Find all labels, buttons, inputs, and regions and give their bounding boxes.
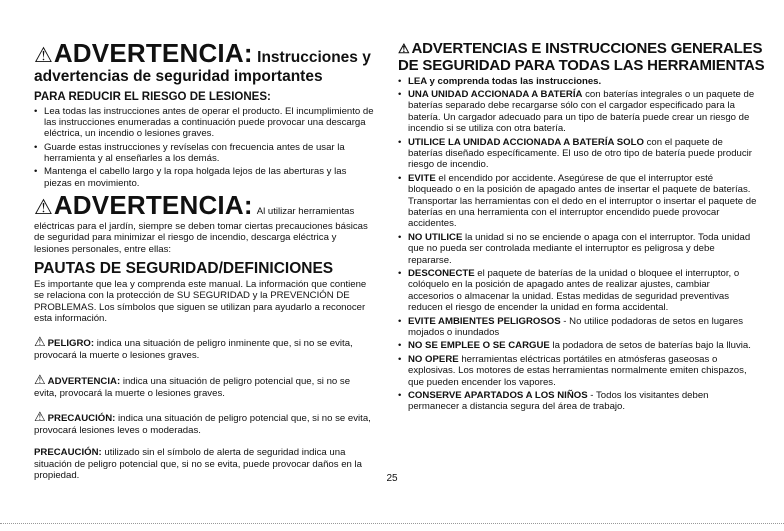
list-item bbox=[398, 89, 758, 135]
warning-title-small: Instrucciones y bbox=[257, 49, 371, 66]
list-item bbox=[398, 76, 758, 87]
list-item bbox=[398, 173, 758, 230]
rule-bold: NO SE EMPLEE O SE CARGUE bbox=[408, 340, 550, 352]
list-item bbox=[398, 232, 758, 266]
warning-title-big: ADVERTENCIA: bbox=[53, 38, 253, 68]
rule-text: herramientas eléctricas portátiles en atmósferas gaseosas o explosivas. Los motores de estas herramientas normalmente emiten chispazos, que pueden encender los vapores. bbox=[408, 353, 747, 388]
warning2-heading bbox=[34, 191, 374, 221]
rule-text: - Todos los visitantes deben permanecer a distancia segura del área de trabajo. bbox=[408, 390, 709, 413]
rule-bold: NO OPERE bbox=[408, 353, 459, 365]
rule-text: el paquete de baterías de la unidad o bloquee el interruptor, o colóquelo en la posición de apagado antes de realizar ajustes, cambiar accesorios o almacenar la unidad. Estas medidas de seguridad preventivas reducen el riesgo de encender la unidad en forma accidental. bbox=[408, 268, 740, 314]
rule-bold: UTILICE LA UNIDAD ACCIONADA A BATERÍA SOLO bbox=[408, 136, 644, 148]
warning2-body: eléctricas para el jardín, siempre se deben tomar ciertas precauciones básicas de seguridad para minimizar el riesgo de incendio, descarga eléctrica y lesiones personales, entre ellas: bbox=[34, 220, 368, 255]
def-term: ADVERTENCIA: bbox=[47, 375, 121, 387]
list-item bbox=[398, 137, 758, 171]
warning-title bbox=[34, 40, 374, 66]
risk-section-title: PARA REDUCIR EL RIESGO DE LESIONES: bbox=[34, 91, 271, 104]
def-term: PELIGRO: bbox=[47, 338, 95, 350]
pautas-title: PAUTAS DE SEGURIDAD/DEFINICIONES bbox=[34, 259, 334, 277]
general-title-line1 bbox=[398, 40, 763, 57]
warning2-lead: Al utilizar herramientas bbox=[256, 206, 355, 218]
warning-triangle-icon: ⚠ bbox=[34, 44, 53, 67]
rule-bold: UNA UNIDAD ACCIONADA A BATERÍA bbox=[408, 88, 583, 100]
general-title-text: ADVERTENCIAS E INSTRUCCIONES GENERALES bbox=[411, 40, 763, 57]
warning2-big: ADVERTENCIA: bbox=[53, 190, 253, 221]
def-advertencia bbox=[34, 372, 374, 400]
warning-subtitle: advertencias de seguridad importantes bbox=[34, 68, 323, 85]
rule-text: la unidad si no se enciende o apaga con el interruptor. Toda unidad que no pueda ser controlada mediante el interruptor es peligrosa y debe repararse. bbox=[408, 231, 751, 266]
rule-text: el encendido por accidente. Asegúrese de que el interruptor esté bloqueado o en la posición de apagado antes de insertar el paquete de baterías. Transportar las herramientas con el dedo en el interruptor o insertar el paquete de baterías en una herramienta con el interruptor encendido puede provocar accidentes. bbox=[408, 172, 757, 230]
general-rules-list bbox=[398, 76, 758, 413]
rule-bold: CONSERVE APARTADOS A LOS NIÑOS bbox=[408, 390, 588, 402]
list-item: • Lea todas las instrucciones antes de operar el producto. El incumplimiento de las instrucciones enumeradas a continuación puede provocar una descarga eléctrica, un incendio o lesiones graves. bbox=[34, 106, 374, 140]
def-term: PRECAUCIÓN: bbox=[47, 413, 116, 425]
rule-bold: DESCONECTE bbox=[408, 268, 475, 279]
def-peligro bbox=[34, 334, 374, 362]
warning-triangle-icon: ⚠ bbox=[398, 41, 410, 56]
footer-divider bbox=[0, 523, 784, 524]
warning-triangle-icon: ⚠ bbox=[34, 409, 46, 425]
list-item bbox=[398, 390, 758, 413]
general-title-line2: DE SEGURIDAD PARA TODAS LAS HERRAMIENTAS bbox=[398, 57, 765, 75]
def-text: indica una situación de peligro potencial que, si no se evita, provocará lesiones leves o moderadas. bbox=[34, 413, 371, 437]
rule-text: - No utilice podadoras de setos en lugares mojados o inundados bbox=[408, 315, 744, 339]
warning-triangle-icon: ⚠ bbox=[34, 334, 46, 350]
list-item bbox=[398, 340, 758, 351]
left-column bbox=[34, 40, 374, 482]
page-number: 25 bbox=[386, 473, 398, 484]
def-term: PRECAUCIÓN: bbox=[34, 446, 102, 458]
list-item: • Mantenga el cabello largo y la ropa holgada lejos de las aberturas y las piezas en movimiento. bbox=[34, 166, 374, 189]
list-item: • Guarde estas instrucciones y revíselas con frecuencia antes de usar la herramienta y al enseñarles a los demás. bbox=[34, 142, 374, 165]
list-item bbox=[398, 268, 758, 314]
warning-triangle-icon: ⚠ bbox=[34, 371, 46, 387]
def-text: utilizado sin el símbolo de alerta de seguridad indica una situación de peligro potencial que, si no se evita, puede provocar daños en la propiedad. bbox=[34, 446, 363, 482]
rule-bold: EVITE bbox=[408, 172, 436, 184]
rule-text: con baterías integrales o un paquete de baterías separado debe recargarse sólo con el cargador especificado para la batería. Un cargador adecuado para un tipo de batería puede crear un riesgo de incendio si se utiliza con otra batería. bbox=[408, 88, 755, 135]
def-precaucion bbox=[34, 409, 374, 437]
rule-bold: LEA y comprenda todas las instrucciones. bbox=[408, 75, 602, 87]
def-text: indica una situación de peligro inminente que, si no se evita, provocará la muerte o lesiones graves. bbox=[34, 338, 353, 362]
right-column bbox=[398, 40, 765, 415]
list-item bbox=[398, 316, 758, 339]
warning-triangle-icon: ⚠ bbox=[34, 196, 53, 220]
pautas-body: Es importante que lea y comprenda este manual. La información que contiene se relaciona con la protección de SU SEGURIDAD y la PREVENCIÓN DE PROBLEMAS. Los símbolos que siguen se utilizan para ayudarlo a reconocer esta información. bbox=[34, 278, 367, 324]
risk-bullets bbox=[34, 106, 374, 189]
rule-text: con el paquete de baterías diseñado específicamente. El uso de otro tipo de batería puede producir riesgo de incendio. bbox=[408, 136, 752, 171]
rule-bold: EVITE AMBIENTES PELIGROSOS bbox=[408, 315, 561, 327]
rule-bold: NO UTILICE bbox=[408, 231, 463, 243]
def-text: indica una situación de peligro potencial que, si no se evita, provocará la muerte o lesiones graves. bbox=[34, 375, 351, 399]
list-item bbox=[398, 354, 758, 388]
rule-text: la podadora de setos de baterías bajo la lluvia. bbox=[549, 340, 751, 352]
